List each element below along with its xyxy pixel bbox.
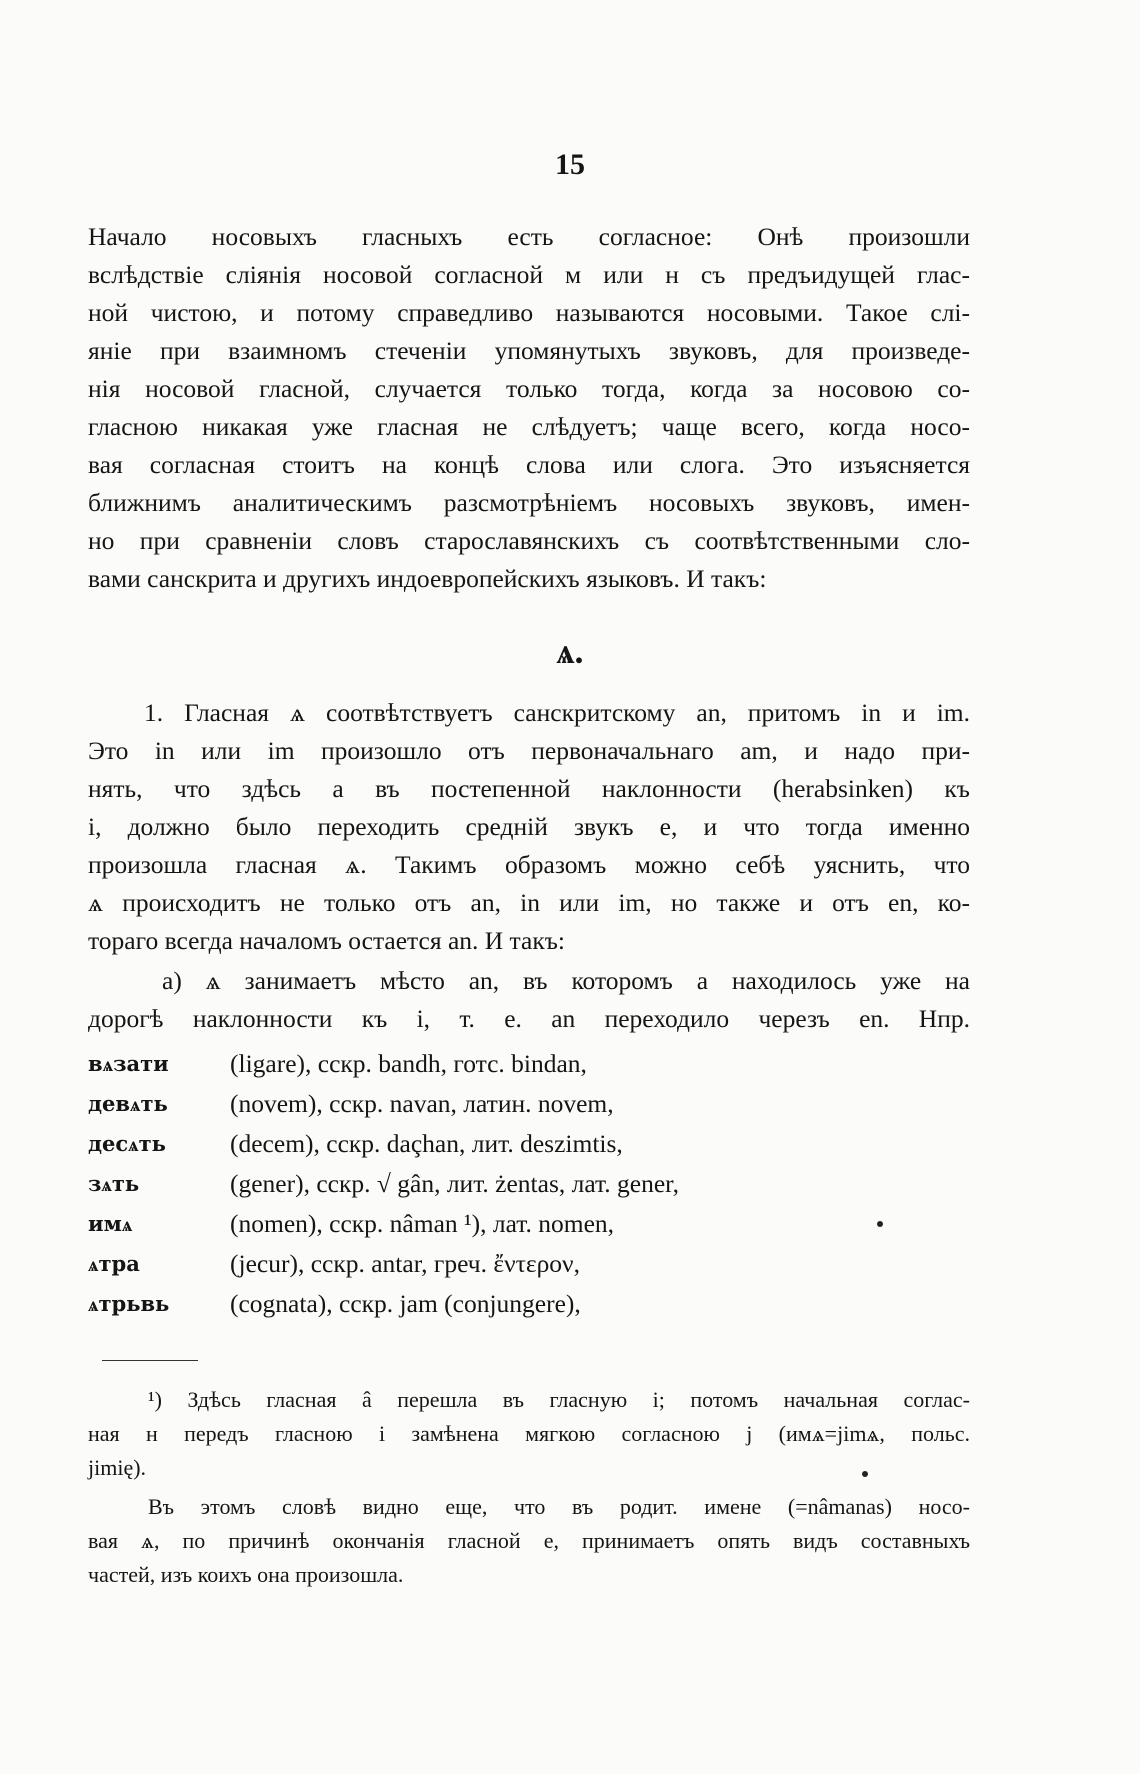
footnote-line: ная н передъ гласною і замѣнена мягкою согласною j (имѧ=jimѧ, польс. bbox=[88, 1421, 970, 1446]
text-line: ближнимъ аналитическимъ разсмотрѣніемъ носовыхъ звуковъ, имен- bbox=[88, 488, 970, 517]
text-line: 1. Гласная ѧ соотвѣтствуетъ санскритскому an, притомъ in и im. bbox=[144, 698, 970, 727]
example-gloss: (novem), сскр. navan, латин. novem, bbox=[230, 1089, 614, 1118]
page-number: 15 bbox=[555, 148, 585, 181]
text-line: нять, что здѣсь a въ постепенной наклонности (herabsinken) къ bbox=[88, 774, 970, 803]
example-gloss: (ligare), сскр. bandh, готс. bindan, bbox=[230, 1049, 587, 1078]
footnote-line: jimię). bbox=[88, 1455, 147, 1480]
footnote-1 bbox=[88, 1383, 970, 1485]
example-word: ѧтра bbox=[88, 1251, 140, 1276]
example-word: имѧ bbox=[88, 1211, 133, 1236]
text-line: но при сравненіи словъ старославянскихъ съ соотвѣтственными сло- bbox=[88, 526, 970, 555]
example-gloss: (jecur), сскр. antar, греч. ἔντερον, bbox=[230, 1249, 580, 1278]
text-line: Это in или im произошло отъ первоначальнаго am, и надо при- bbox=[88, 736, 970, 765]
example-word: ѧтрьвь bbox=[88, 1291, 170, 1316]
footnote-line: ¹) Здѣсь гласная â перешла въ гласную i; потомъ начальная соглас- bbox=[148, 1387, 970, 1412]
example-row bbox=[88, 1084, 970, 1124]
ink-speck bbox=[862, 1471, 868, 1477]
example-word: вѧзати bbox=[88, 1051, 169, 1076]
example-word: девѧть bbox=[88, 1091, 168, 1116]
text-line: ной чистою, и потому справедливо называются носовыми. Такое слі- bbox=[88, 298, 970, 327]
text-line: вслѣдствіе сліянія носовой согласной м или н съ предъидущей глас- bbox=[88, 260, 970, 289]
example-row bbox=[88, 1204, 970, 1244]
text-line: произошла гласная ѧ. Такимъ образомъ можно себѣ уяснить, что bbox=[88, 850, 970, 879]
example-row bbox=[88, 1164, 970, 1204]
example-gloss: (gener), сскр. √ gân, лит. żentas, лат. gener, bbox=[230, 1169, 679, 1198]
footnote-separator bbox=[102, 1360, 198, 1361]
text-line: гласною никакая уже гласная не слѣдуетъ; чаще всего, когда носо- bbox=[88, 412, 970, 441]
example-gloss: (decem), сскр. daçhan, лит. deszimtis, bbox=[230, 1129, 623, 1158]
section-heading: ѧ. bbox=[556, 631, 584, 671]
example-row bbox=[88, 1124, 970, 1164]
footnote-line: частей, изъ коихъ она произошла. bbox=[88, 1562, 404, 1587]
text-line: Начало носовыхъ гласныхъ есть согласное: Онѣ произошли bbox=[88, 222, 970, 251]
example-list bbox=[88, 1044, 970, 1324]
example-row bbox=[88, 1244, 970, 1284]
text-line: ѧ происходитъ не только отъ an, in или im, но также и отъ en, ко- bbox=[88, 888, 970, 917]
text-line: вая согласная стоитъ на концѣ слова или слога. Это изъясняется bbox=[88, 450, 970, 479]
footnote-2 bbox=[88, 1490, 970, 1592]
footnote-line: вая ѧ, по причинѣ окончанія гласной е, принимаетъ опять видъ составныхъ bbox=[88, 1528, 970, 1553]
text-line: яніе при взаимномъ стеченіи упомянутыхъ звуковъ, для произведе- bbox=[88, 336, 970, 365]
example-row bbox=[88, 1044, 970, 1084]
text-line: нія носовой гласной, случается только тогда, когда за носовою со- bbox=[88, 374, 970, 403]
text-line-last: вами санскрита и другихъ индоевропейскихъ языковъ. И такъ: bbox=[88, 564, 767, 593]
intro-paragraph bbox=[88, 218, 970, 598]
example-gloss: (cognata), сскр. jam (conjungere), bbox=[230, 1289, 581, 1318]
text-line-last: тораго всегда началомъ остается an. И такъ: bbox=[88, 926, 565, 955]
example-word: десѧть bbox=[88, 1131, 166, 1156]
section-1-text bbox=[88, 694, 970, 1038]
footnote-line: Въ этомъ словѣ видно еще, что въ родит. имене (=nâmanas) носо- bbox=[148, 1494, 970, 1519]
subpoint-a-line: дорогѣ наклонности къ i, т. е. an переходило черезъ en. Нпр. bbox=[88, 1004, 970, 1033]
example-word: зѧть bbox=[88, 1171, 140, 1196]
subpoint-a-line: а) ѧ занимаетъ мѣсто an, въ которомъ a находилось уже на bbox=[162, 966, 970, 995]
example-row bbox=[88, 1284, 970, 1324]
ink-speck bbox=[877, 1221, 883, 1227]
example-gloss: (nomen), сскр. nâman ¹), лат. nomen, bbox=[230, 1209, 615, 1238]
text-line: i, должно было переходить средній звукъ e, и что тогда именно bbox=[88, 812, 970, 841]
